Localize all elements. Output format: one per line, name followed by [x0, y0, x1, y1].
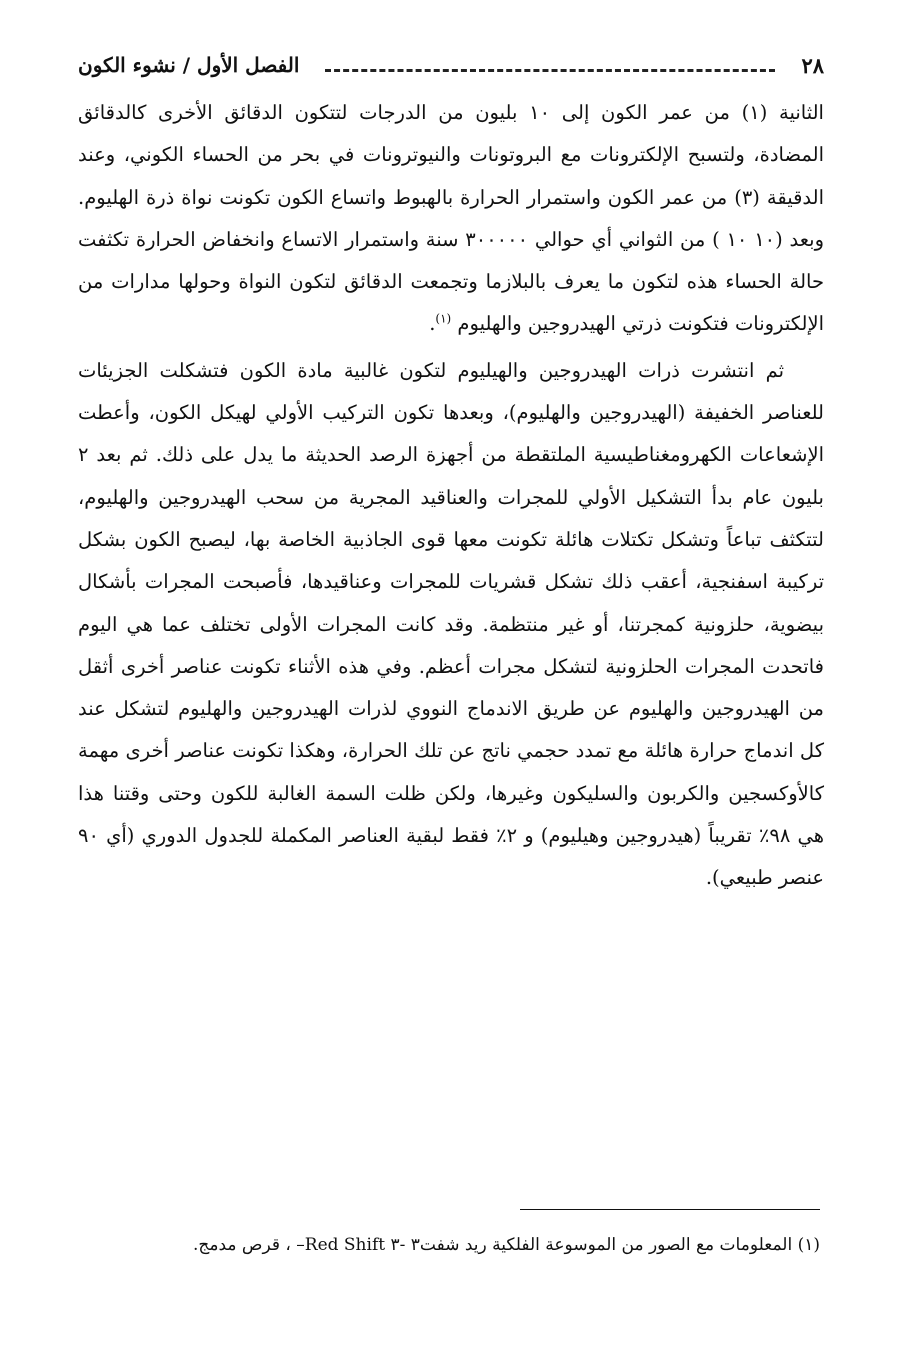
paragraph	[78, 92, 824, 346]
page-number: ٢٨	[801, 52, 824, 78]
footnote-separator	[520, 1209, 820, 1210]
footnote: (١) المعلومات مع الصور من الموسوعة الفلكية ريد شفت٣ -٣ Red Shift– ، قرص مدمج.	[192, 1235, 820, 1255]
body-text	[78, 92, 824, 900]
paragraph-text: الثانية (١) من عمر الكون إلى ١٠ بليون من الدرجات لتتكون الدقائق الأخرى كالدقائق المضادة، ولتسبح الإلكترونات مع البروتونات والنيوترونات في بحر من الحساء الكوني، وعند الدقيقة (٣) من عمر الكون واستمرار الحرارة بالهبوط واتساع الكون تكونت نواة ذرة الهليوم. وبعد (١٠ ١٠ ) من الثواني أي حوالي ٣٠٠٠٠٠ سنة واستمرار الاتساع وانخفاض الحرارة تكثفت حالة الحساء هذه لتكون ما يعرف بالبلازما وتجمعت الدقائق لتكون النواة وحولها مدارات من الإلكترونات فتكونت ذرتي الهيدروجين والهليوم	[78, 101, 825, 336]
chapter-title: الفصل الأول / نشوء الكون	[78, 53, 300, 77]
paragraph-end: .	[429, 312, 436, 336]
footnote-reference[interactable]: (١)	[435, 311, 452, 326]
paragraph: ثم انتشرت ذرات الهيدروجين والهيليوم لتكون غالبية مادة الكون فتشكلت الجزيئات للعناصر الخفيفة (الهيدروجين والهليوم)، وبعدها تكون التركيب الأولي لهيكل الكون، وأعطت الإشعاعات الكهرومغناطيسية الملتقطة من أجهزة الرصد الحديثة ما يدل على ذلك. ثم بعد ٢ بليون عام بدأ التشكيل الأولي للمجرات والعناقيد المجرية من سحب الهيدروجين والهليوم، لتتكثف تباعاً وتشكل تكتلات هائلة تكونت معها قوى الجاذبية الخاصة بها، ليصبح الكون بشكل تركيبة اسفنجية، أعقب ذلك تشكل قشريات للمجرات وعناقيدها، فأصبحت المجرات بأشكال بيضوية، حلزونية كمجرتنا، أو غير منتظمة. وقد كانت المجرات الأولى تختلف عما هي اليوم فاتحدت المجرات الحلزونية لتشكل مجرات أعظم. وفي هذه الأثناء تكونت عناصر أخرى أثقل من الهيدروجين والهليوم عن طريق الاندماج النووي لذرات الهيدروجين والهليوم لتشكل عند كل اندماج حرارة هائلة مع تمدد حجمي ناتج عن تلك الحرارة، وهكذا تكونت عناصر أخرى مهمة كالأوكسجين والكربون والسليكون وغيرها، ولكن ظلت السمة الغالبة للكون وحتى وقتنا هذا هي ٩٨٪ تقريباً (هيدروجين وهيليوم) و ٢٪ فقط لبقية العناصر المكملة للجدول الدوري (أي ٩٠ عنصر طبيعي).	[78, 358, 824, 890]
header-dashed-rule	[325, 69, 775, 72]
running-header	[78, 48, 824, 82]
